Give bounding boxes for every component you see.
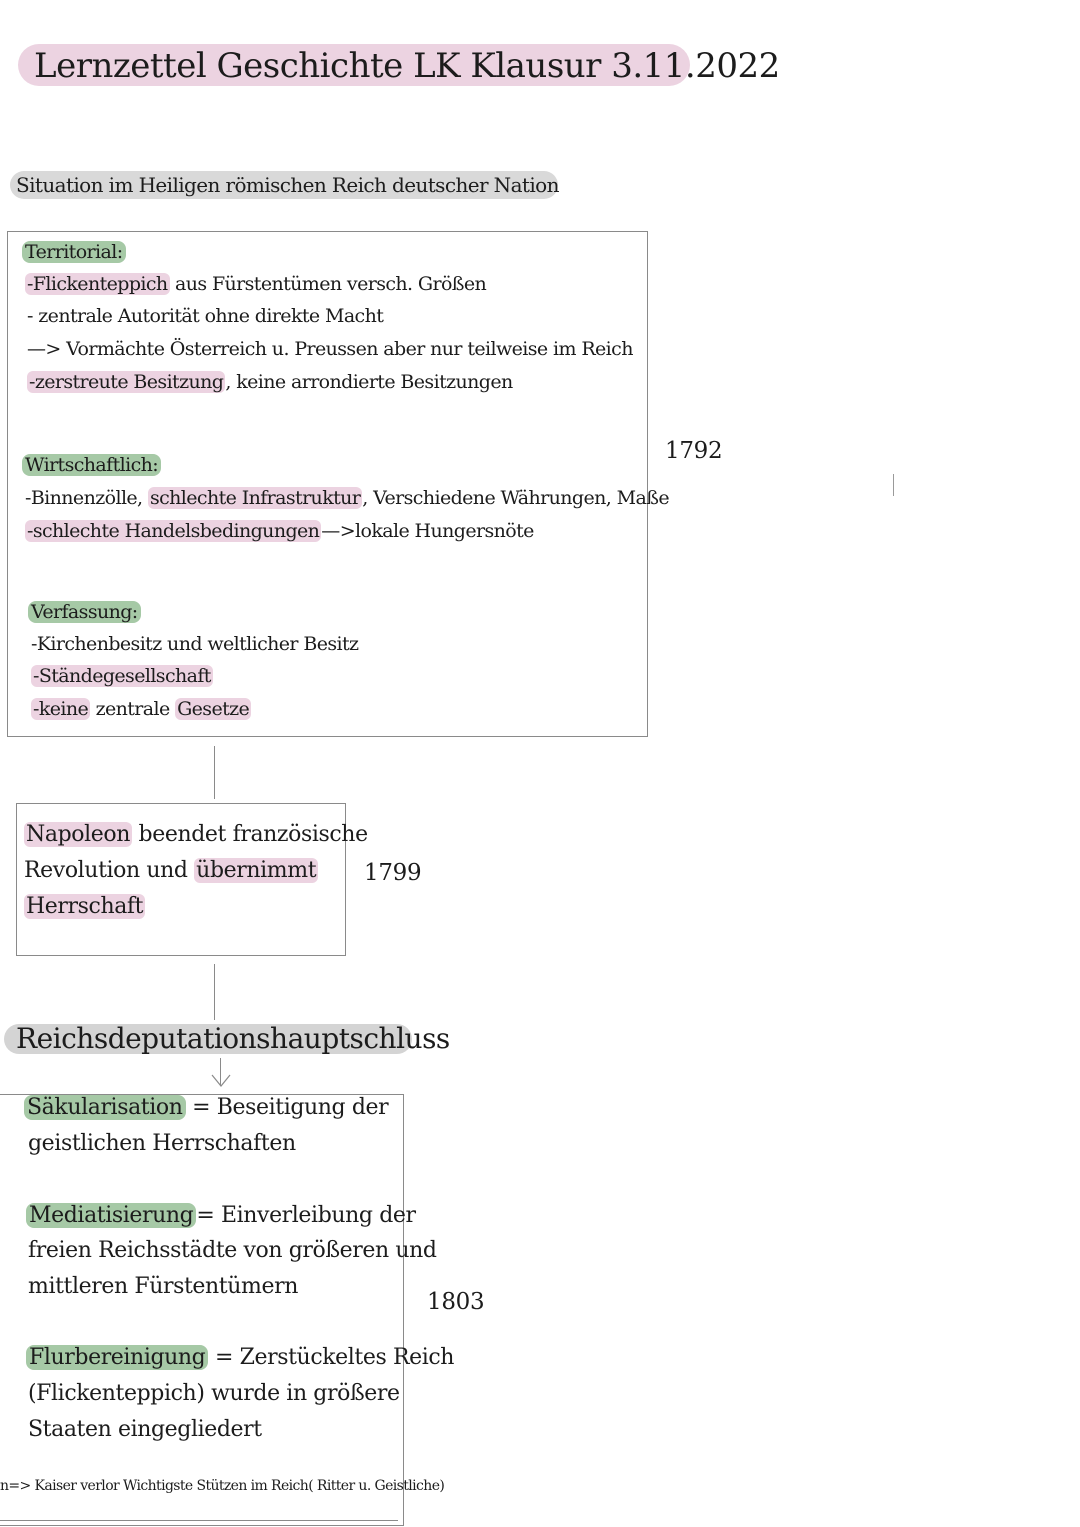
page-title-highlight bbox=[18, 44, 780, 86]
napoleon-line-2: Revolution und übernimmt bbox=[24, 858, 317, 883]
verfassung-line-3: -keine zentrale Gesetze bbox=[33, 698, 250, 720]
stray-mark bbox=[893, 474, 894, 496]
year-1799: 1799 bbox=[364, 860, 422, 886]
rdh-box-bottom bbox=[0, 1520, 398, 1521]
wirtschaft-line-2: -schlechte Handelsbedingungen —>lokale Hungersnöte bbox=[27, 520, 534, 542]
mediatisierung-line-3: mittleren Fürstentümern bbox=[28, 1274, 298, 1299]
territorial-line-4: -zerstreute Besitzung , keine arrondierte Besitzungen bbox=[29, 371, 513, 393]
connector-line bbox=[214, 964, 215, 1020]
territorial-line-3: —> Vormächte Österreich u. Preussen aber nur teilweise im Reich bbox=[27, 338, 633, 360]
territorial-line-2: - zentrale Autorität ohne direkte Macht bbox=[27, 305, 384, 327]
conclusion-line: n=> Kaiser verlor Wichtigste Stützen im Reich( Ritter u. Geistliche) bbox=[0, 1478, 445, 1494]
verfassung-line-1: -Kirchenbesitz und weltlicher Besitz bbox=[31, 633, 359, 655]
territorial-heading: Territorial: bbox=[22, 236, 126, 268]
year-1792: 1792 bbox=[665, 438, 723, 464]
wirtschaft-heading: Wirtschaftlich: bbox=[22, 449, 161, 481]
section-heading: Situation im Heiligen römischen Reich deutscher Nation bbox=[16, 173, 559, 197]
flurbereinigung-line-1: Flurbereinigung = Zerstückeltes Reich bbox=[26, 1340, 454, 1376]
napoleon-line-1: Napoleon beendet französische bbox=[26, 822, 368, 847]
saekularisation-line-2: geistlichen Herrschaften bbox=[28, 1131, 296, 1156]
wirtschaft-line-1: -Binnenzölle, schlechte Infrastruktur , Verschiedene Währungen, Maße bbox=[25, 487, 669, 509]
napoleon-line-3: Herrschaft bbox=[26, 894, 144, 919]
rdh-heading: Reichsdeputationshauptschluss bbox=[16, 1022, 450, 1055]
rdh-heading-highlight bbox=[4, 1022, 450, 1055]
connector-line bbox=[214, 746, 215, 799]
verfassung-heading: Verfassung: bbox=[28, 596, 141, 628]
territorial-line-1: -Flickenteppich aus Fürstentümen versch. Größen bbox=[27, 273, 487, 295]
mediatisierung-line-1: Mediatisierung = Einverleibung der bbox=[26, 1198, 416, 1234]
flurbereinigung-line-2: (Flickenteppich) wurde in größere bbox=[28, 1381, 400, 1406]
page-title: Lernzettel Geschichte LK Klausur 3.11.2022 bbox=[34, 46, 780, 86]
verfassung-line-2: -Ständegesellschaft bbox=[33, 665, 211, 687]
flurbereinigung-line-3: Staaten eingegliedert bbox=[28, 1417, 262, 1442]
section-heading-highlight bbox=[10, 171, 558, 199]
mediatisierung-line-2: freien Reichsstädte von größeren und bbox=[28, 1238, 437, 1263]
saekularisation-line-1: Säkularisation = Beseitigung der bbox=[24, 1090, 388, 1126]
year-1803: 1803 bbox=[427, 1289, 485, 1315]
arrow-down-icon bbox=[211, 1074, 231, 1088]
